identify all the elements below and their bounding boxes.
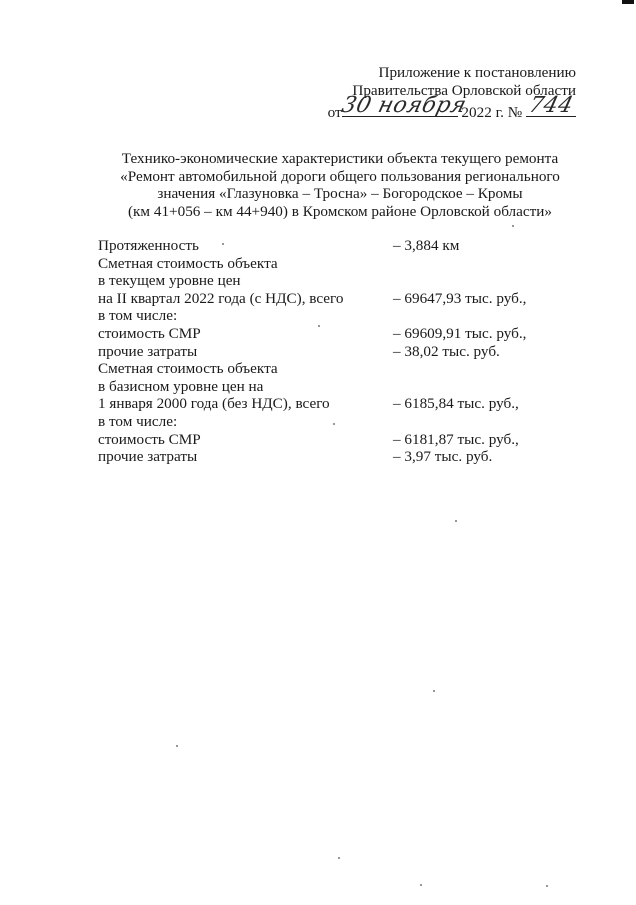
spec-row (98, 272, 558, 290)
spec-label: прочие затраты (98, 448, 198, 466)
scan-speck (338, 857, 340, 859)
spec-row (98, 343, 558, 361)
spec-value: – 69609,91 тыс. руб., (393, 324, 527, 342)
number-fill-line (526, 93, 576, 118)
scan-speck (176, 745, 178, 747)
appendix-header (276, 64, 576, 122)
date-prefix: от (327, 104, 342, 121)
spec-row (98, 307, 558, 325)
scan-speck (546, 885, 548, 887)
spec-label: стоимость СМР (98, 324, 201, 342)
spec-row (98, 325, 558, 343)
spec-row (98, 431, 558, 449)
spec-label: в базисном уровне цен на (98, 377, 264, 395)
spec-label: на II квартал 2022 года (с НДС), всего (98, 289, 344, 307)
spec-label: 1 января 2000 года (без НДС), всего (98, 395, 330, 413)
title-line-3: значения «Глазуновка – Тросна» – Богородское – Кромы (157, 185, 523, 202)
handwritten-number: 744 (526, 93, 576, 118)
spec-row (98, 255, 558, 273)
appendix-date-line (276, 93, 576, 122)
spec-label: Сметная стоимость объекта (98, 360, 278, 378)
scan-speck (455, 520, 457, 522)
spec-value: – 69647,93 тыс. руб., (393, 289, 527, 307)
spec-label: в том числе: (98, 412, 178, 430)
spec-value: – 6181,87 тыс. руб., (393, 430, 519, 448)
spec-row (98, 395, 558, 413)
spec-label: Сметная стоимость объекта (98, 254, 278, 272)
specs-list (98, 237, 558, 466)
scan-speck (433, 690, 435, 692)
spec-row (98, 290, 558, 308)
scan-speck (333, 423, 335, 425)
spec-value: – 3,884 км (393, 237, 460, 254)
spec-label: стоимость СМР (98, 430, 201, 448)
scan-speck (420, 884, 422, 886)
scan-corner-mark (622, 0, 634, 4)
appendix-line-1: Приложение к постановлению (378, 64, 576, 81)
scan-speck (318, 325, 320, 327)
date-fill-line (338, 93, 469, 118)
document-title (60, 150, 620, 220)
title-line-2: «Ремонт автомобильной дороги общего пользования регионального (120, 167, 560, 185)
title-line-1: Технико-экономические характеристики объекта текущего ремонта (121, 150, 559, 167)
title-line-4: (км 41+056 – км 44+940) в Кромском районе Орловской области» (128, 202, 552, 220)
spec-value: – 38,02 тыс. руб. (393, 342, 500, 360)
spec-label: в текущем уровне цен (98, 272, 241, 290)
spec-value: – 6185,84 тыс. руб., (393, 395, 519, 413)
spec-label: прочие затраты (98, 342, 198, 360)
appendix-line-2: Правительства Орловской области (352, 82, 576, 99)
spec-row (98, 378, 558, 396)
spec-row (98, 237, 558, 255)
handwritten-date: 30 ноября (338, 93, 469, 118)
spec-label: Протяженность (98, 237, 199, 254)
scan-speck (512, 225, 514, 227)
scan-speck (222, 243, 224, 245)
year-text: 2022 г. № (461, 104, 523, 121)
spec-value: – 3,97 тыс. руб. (393, 448, 493, 466)
spec-row (98, 448, 558, 466)
spec-row (98, 360, 558, 378)
spec-label: в том числе: (98, 307, 178, 325)
spec-row (98, 413, 558, 431)
